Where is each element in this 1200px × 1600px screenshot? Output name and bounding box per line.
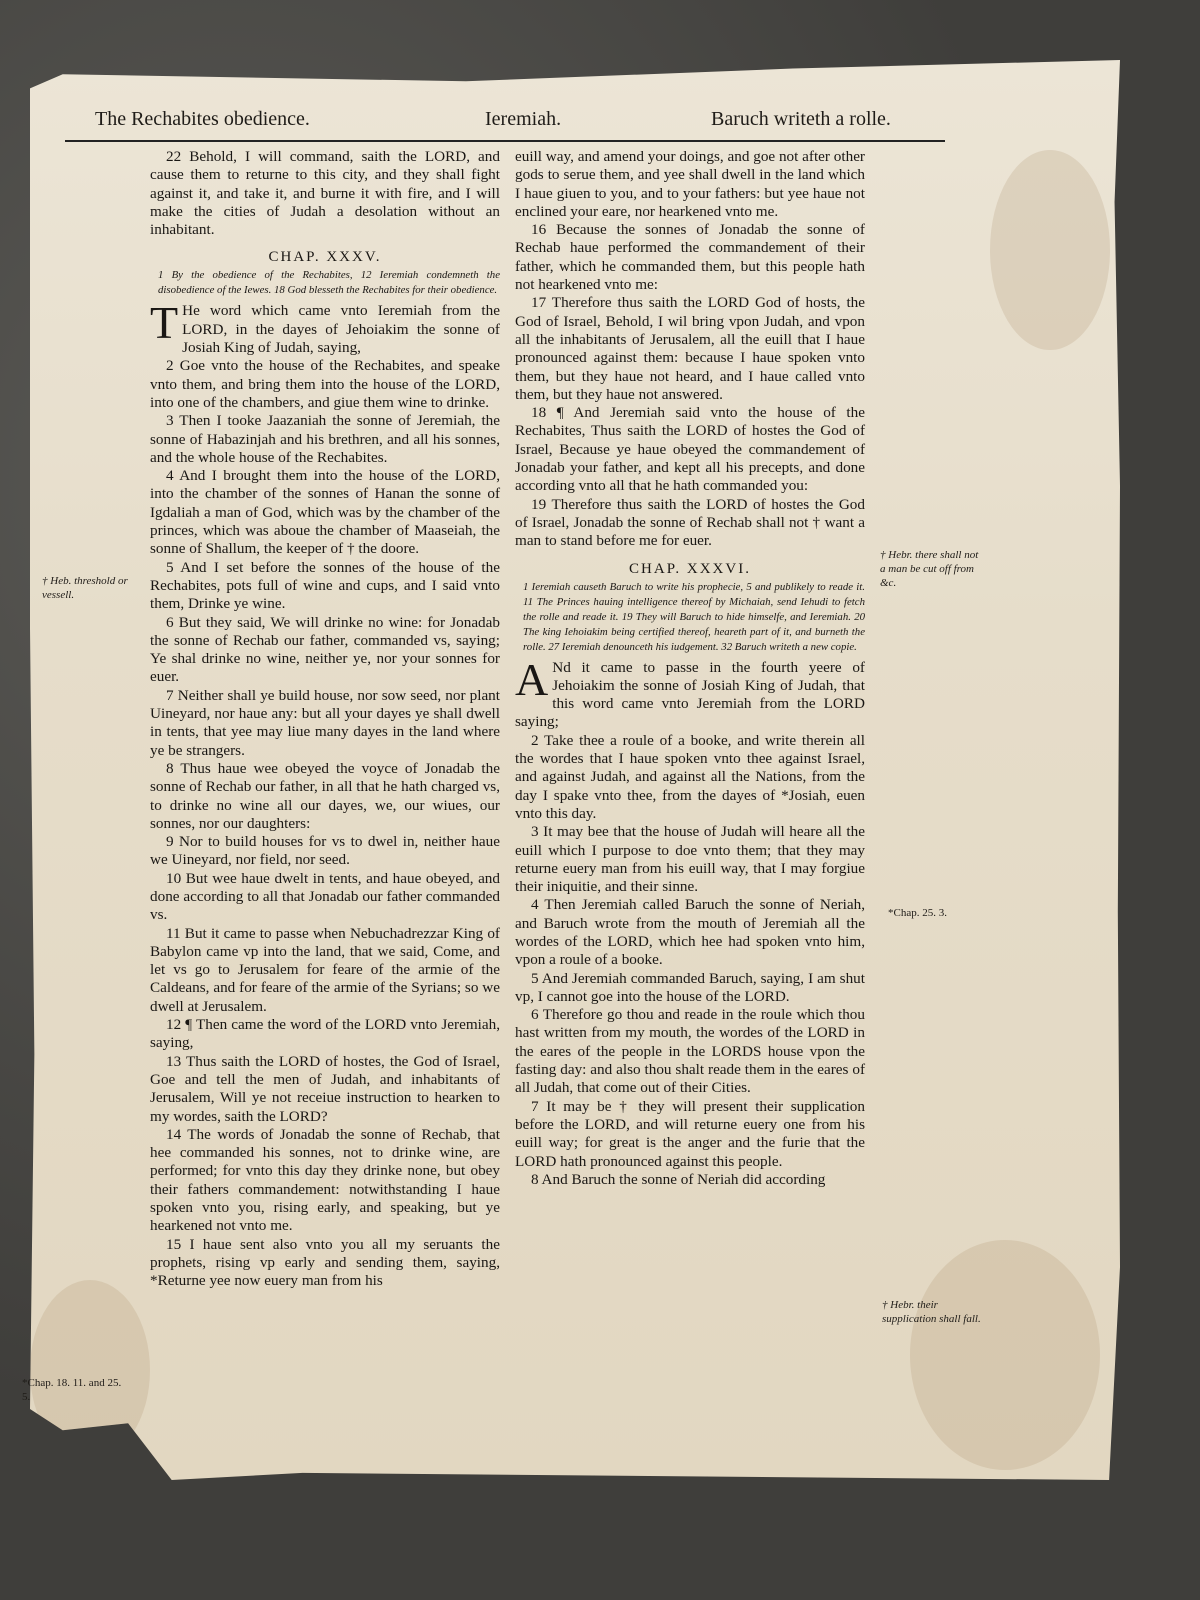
verse-35-7: 7 Neither shall ye build house, nor sow seed, nor plant Uineyard, nor haue any: but all your dayes ye shall dwell in tents, that yee may liue many dayes in the land where ye be strangers.: [150, 686, 500, 759]
chapter-summary-36: 1 Ieremiah causeth Baruch to write his prophecie, 5 and publikely to reade it. 11 The Princes hauing intelligence thereof by Michaiah, send Iehudi to fetch the rolle and reade it. 19 They will Baruch to hide himselfe, and Ieremiah. 20 The king Iehoiakim being certified thereof, heareth part of it, and burneth the rolle. 27 Ieremiah denounceth his iudgement. 32 Baruch writeth a new copie.: [523, 580, 865, 653]
margin-note-cut-off: † Hebr. there shall not a man be cut off from &c.: [880, 549, 979, 589]
verse-36-2: 2 Take thee a roule of a booke, and write therein all the wordes that I haue spoken vnto thee against Israel, and against Judah, and against all the Nations, from the day I spake vnto thee, from the dayes of *Josiah, euen vnto this day.: [515, 731, 865, 822]
verse-35-4: 4 And I brought them into the house of the LORD, into the chamber of the sonnes of Hanan the sonne of Igdaliah a man of God, which was by the chamber of the princes, which was aboue the chamber of Maaseiah, the sonne of Shallum, the keeper of † the doore.: [150, 467, 500, 558]
margin-note-chap25: *Chap. 25. 3.: [888, 907, 947, 919]
verse-35-9: 9 Nor to build houses for vs to dwel in, neither haue we Uineyard, nor field, nor seed.: [150, 833, 500, 869]
verse-36-3: 3 It may bee that the house of Judah will heare all the euill which I purpose to doe vnto them; that they may returne euery man from his euill way, that I may forgiue their iniquitie, and their sinne.: [515, 823, 865, 896]
verse-36-1: [515, 653, 865, 732]
verse-35-18: 18 ¶ And Jeremiah said vnto the house of the Rechabites, Thus saith the LORD of hostes the God of Israel, Because ye haue obeyed the commandement of Jonadab your father, and kept all his precepts, and done according vnto all that he hath commanded you:: [515, 404, 865, 495]
verse-text: He word which came vnto Ieremiah from the LORD, in the dayes of Jehoiakim the sonne of Josiah King of Judah, saying,: [182, 302, 500, 357]
age-stain: [990, 150, 1110, 350]
verse-36-8: 8 And Baruch the sonne of Neriah did according: [531, 1170, 826, 1188]
header-right-title: Baruch writeth a rolle.: [711, 108, 891, 130]
verse-35-15-continued: euill way, and amend your doings, and goe not after other gods to serue them, and yee shall dwell in the land which I haue giuen to you, and to your fathers: but yee haue not enclined your eare, nor hearkened vnto me.: [515, 148, 865, 220]
chapter-heading-35: CHAP. XXXV.: [268, 249, 382, 266]
drop-cap: A: [515, 653, 549, 705]
right-column: [515, 148, 865, 1189]
verse-35-3: 3 Then I tooke Jaazaniah the sonne of Jeremiah, the sonne of Habazinjah and his brethren, and all his sonnes, and the whole house of the Rechabites.: [150, 412, 500, 466]
verse-35-19: 19 Therefore thus saith the LORD of hostes the God of Israel, Jonadab the sonne of Rechab shall not † want a man to stand before me for euer.: [515, 495, 865, 550]
verse-35-12: 12 ¶ Then came the word of the LORD vnto Jeremiah, saying,: [150, 1016, 500, 1052]
verse-35-16: 16 Because the sonnes of Jonadab the sonne of Rechab haue performed the commandement of their father, which he commanded them, but this people hath not hearkened vnto me:: [515, 221, 865, 294]
verse-35-10: 10 But wee haue dwelt in tents, and haue obeyed, and done according to all that Jonadab our father commanded vs.: [150, 869, 500, 924]
margin-note-chap-bottom: *Chap. 18. 11. and 25. 5.: [22, 1377, 122, 1403]
verse-35-1: [150, 297, 500, 357]
age-stain: [910, 1240, 1100, 1470]
chapter-summary-35: 1 By the obedience of the Rechabites, 12 Ieremiah condemneth the disobedience of the Iewes. 18 God blesseth the Rechabites for their obedience.: [158, 269, 500, 297]
verse-35-2: 2 Goe vnto the house of the Rechabites, and speake vnto them, and bring them into the house of the LORD, into one of the chambers, and giue them wine to drinke.: [150, 357, 500, 411]
margin-note-threshold: † Heb. threshold or vessell.: [42, 575, 128, 601]
running-header: [65, 100, 945, 142]
header-book-title: Ieremiah.: [485, 108, 562, 130]
verse-35-5: 5 And I set before the sonnes of the house of the Rechabites, pots full of wine and cups, and I said vnto them, Drinke ye wine.: [150, 558, 500, 613]
verse-35-11: 11 But it came to passe when Nebuchadrezzar King of Babylon came vp into the land, that we said, Come, and let vs go to Jerusalem for feare of the armie of the Caldeans, and for feare of the armie of the Syrians; so we dwell at Jerusalem.: [150, 924, 500, 1015]
verse-35-17: 17 Therefore thus saith the LORD God of hosts, the God of Israel, Behold, I wil bring vpon Judah, and vpon all the inhabitants of Jerusalem, all the euill that I haue pronounced against them: because I haue spoken vnto them, but they haue not heard, and I haue called vnto them, but they haue not answered.: [515, 294, 865, 403]
verse-35-8: 8 Thus haue wee obeyed the voyce of Jonadab the sonne of Rechab our father, in all that he hath charged vs, to drinke no wine all our dayes, we, our wiues, our sonnes, nor our daughters:: [150, 759, 500, 832]
margin-note-supplication: † Hebr. their supplication shall fall.: [882, 1299, 981, 1325]
verse-36-7: 7 It may be † they will present their supplication before the LORD, and will returne euery one from his euill way; for great is the anger and the furie that the LORD hath pronounced against this people.: [515, 1097, 865, 1170]
drop-cap: T: [150, 297, 179, 349]
verse-35-14: 14 The words of Jonadab the sonne of Rechab, that hee commanded his sonnes, not to drinke wine, are performed; for vnto this day they drinke none, but obey their fathers commandement: notwithstanding I haue spoken vnto you, rising early, and speaking, but ye hearkened not vnto me.: [150, 1125, 500, 1235]
verse-35-13: 13 Thus saith the LORD of hostes, the God of Israel, Goe and tell the men of Judah, and inhabitants of Jerusalem, Will ye not receiue instruction to hearken to my wordes, saith the LORD?: [150, 1052, 500, 1125]
verse-36-6: 6 Therefore go thou and reade in the roule which thou hast written from my mouth, the wordes of the LORD in the eares of the people in the LORDS house vpon the fasting day: and also thou shalt reade them in the eares of all Judah, that come out of their Cities.: [515, 1006, 865, 1097]
verse-36-5: 5 And Jeremiah commanded Baruch, saying, I am shut vp, I cannot goe into the house of the LORD.: [515, 969, 865, 1005]
verse-36-4: 4 Then Jeremiah called Baruch the sonne of Neriah, and Baruch wrote from the mouth of Jeremiah all the wordes of the LORD, which hee had spoken vnto him, vpon a roule of a booke.: [515, 896, 865, 969]
verse-text: Nd it came to passe in the fourth yeere of Jehoiakim the sonne of Josiah King of Judah, that this word came vnto Jeremiah from the LORD saying;: [515, 658, 865, 731]
left-column: [150, 148, 500, 1291]
verse-35-15: 15 I haue sent also vnto you all my seruants the prophets, rising vp early and sending them, saying, *Returne yee now euery man from his: [150, 1235, 500, 1290]
verse-35-6: 6 But they said, We will drinke no wine: for Jonadab the sonne of Rechab our father, commanded vs, saying; Ye shal drinke no wine, neither ye, nor your sonnes for euer.: [150, 613, 500, 686]
chapter-heading-36: CHAP. XXXVI.: [629, 560, 751, 577]
header-left-title: The Rechabites obedience.: [95, 108, 310, 130]
verse-35-22: 22 Behold, I will command, saith the LORD, and cause them to returne to this city, and they shall fight against it, and take it, and burne it with fire, and I will make the cities of Judah a desolation without an inhabitant.: [150, 148, 500, 239]
